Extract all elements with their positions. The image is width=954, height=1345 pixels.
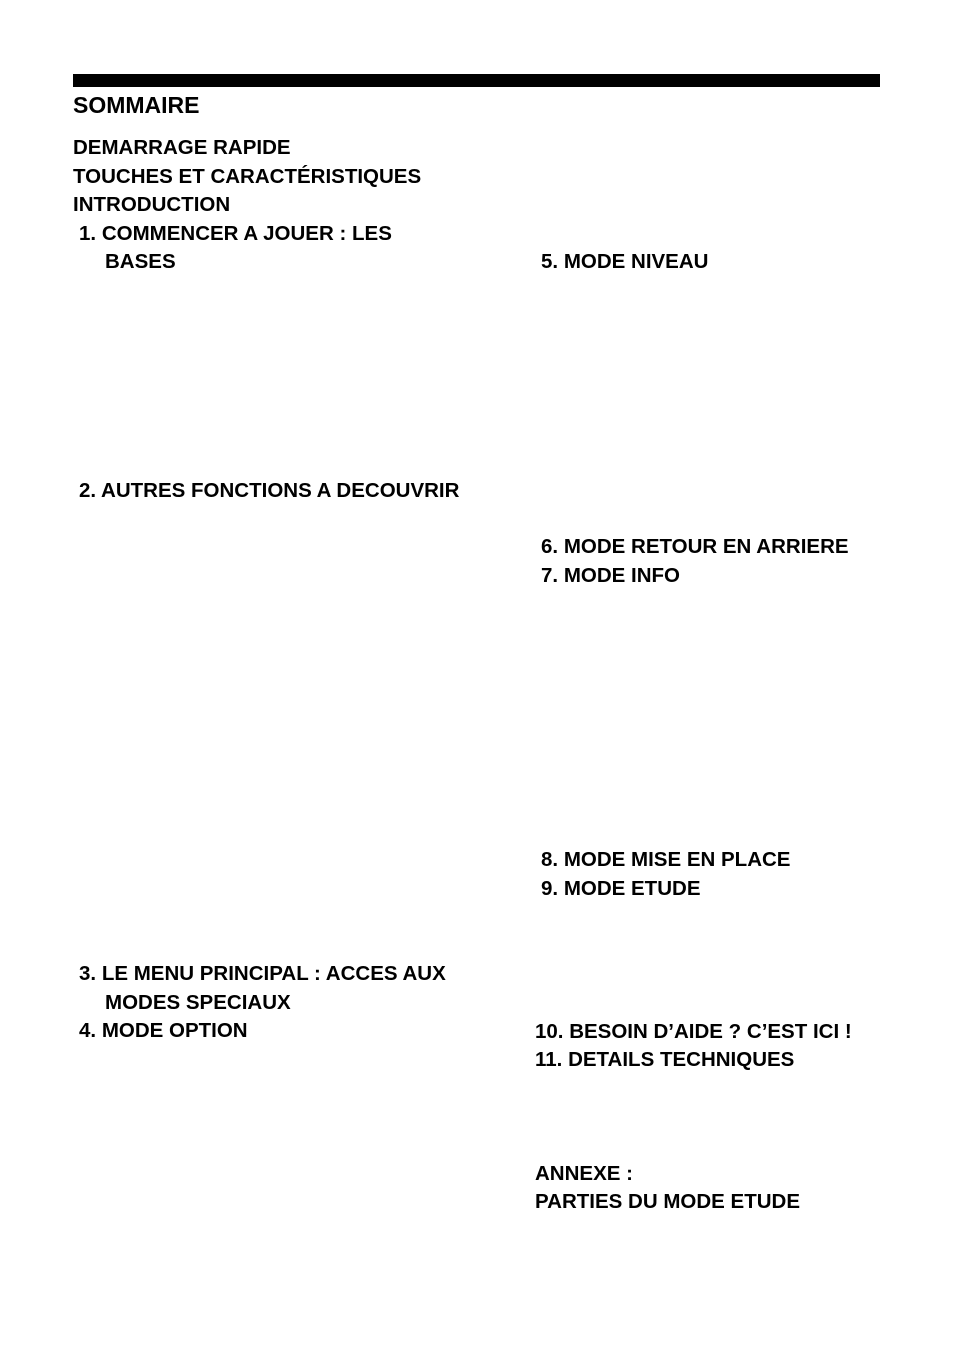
toc-intro-keys: TOUCHES ET CARACTÉRISTIQUES bbox=[73, 165, 422, 188]
toc-entry-1-continuation: BASES bbox=[105, 250, 176, 273]
toc-entry-11 bbox=[535, 1046, 794, 1074]
toc-annex-title: PARTIES DU MODE ETUDE bbox=[535, 1190, 800, 1213]
toc-entry-title: MODE ETUDE bbox=[563, 877, 701, 900]
toc-entry-title: COMMENCER A JOUER : LES bbox=[101, 222, 392, 245]
toc-entry-title: BESOIN D’AIDE ? C’EST ICI ! bbox=[569, 1020, 852, 1043]
toc-entry-title: MODE NIVEAU bbox=[563, 250, 709, 273]
toc-entry-number: 3. bbox=[79, 962, 97, 985]
toc-entry-title: MODE INFO bbox=[563, 564, 680, 587]
toc-entry-title: LE MENU PRINCIPAL : ACCES AUX bbox=[101, 962, 446, 985]
toc-entry-number: 9. bbox=[541, 877, 559, 900]
toc-entry-8 bbox=[541, 846, 790, 874]
toc-intro-quickstart: DEMARRAGE RAPIDE bbox=[73, 136, 291, 159]
toc-entry-6 bbox=[541, 533, 849, 561]
toc-entry-5 bbox=[541, 248, 708, 276]
toc-entry-title: DETAILS TECHNIQUES bbox=[568, 1048, 795, 1071]
toc-annex-label: ANNEXE : bbox=[535, 1162, 633, 1185]
toc-entry-number: 8. bbox=[541, 848, 559, 871]
toc-entry-10 bbox=[535, 1018, 852, 1046]
toc-entry-title: MODE OPTION bbox=[101, 1019, 248, 1042]
toc-entry-number: 5. bbox=[541, 250, 559, 273]
toc-entry-number: 7. bbox=[541, 564, 559, 587]
toc-entry-2 bbox=[79, 477, 459, 505]
toc-entry-number: 11. bbox=[535, 1048, 563, 1071]
toc-entry-7 bbox=[541, 562, 680, 590]
toc-entry-number: 2. bbox=[79, 479, 97, 502]
toc-entry-title: AUTRES FONCTIONS A DECOUVRIR bbox=[101, 479, 460, 502]
toc-entry-3 bbox=[79, 960, 446, 988]
page-title: SOMMAIRE bbox=[73, 92, 200, 118]
toc-entry-title: MODE RETOUR EN ARRIERE bbox=[563, 535, 849, 558]
toc-intro-introduction: INTRODUCTION bbox=[73, 193, 231, 216]
toc-entry-number: 4. bbox=[79, 1019, 97, 1042]
toc-entry-3-continuation: MODES SPECIAUX bbox=[105, 991, 291, 1014]
toc-entry-1 bbox=[79, 220, 392, 248]
toc-entry-title: MODE MISE EN PLACE bbox=[563, 848, 791, 871]
header-rule bbox=[73, 74, 880, 87]
toc-entry-number: 1. bbox=[79, 222, 97, 245]
toc-entry-number: 10. bbox=[535, 1020, 564, 1043]
toc-entry-4 bbox=[79, 1017, 248, 1045]
toc-entry-9 bbox=[541, 875, 701, 903]
toc-entry-number: 6. bbox=[541, 535, 559, 558]
